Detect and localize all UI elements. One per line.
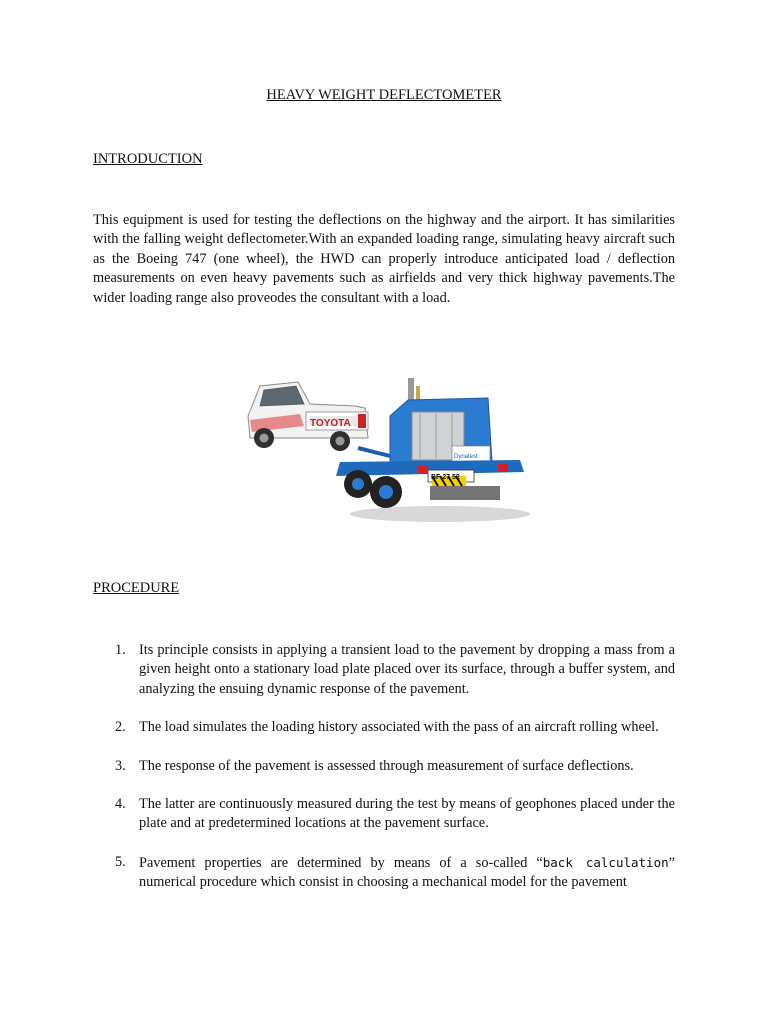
list-number: 2. bbox=[115, 719, 126, 736]
introduction-paragraph: This equipment is used for testing the deflections on the highway and the airport. It has similarities with the falling weight deflectometer.With an expanded loading range, simulating heavy aircraft such as the Boeing 747 (one wheel), the HWD can properly introduce anticipated load / deflection measurements on even heavy pavements such as airfields and very thick highway pavements.The wider loading range also proveodes the consultant with a load. bbox=[93, 212, 675, 306]
list-number: 3. bbox=[115, 757, 126, 774]
list-item bbox=[93, 795, 675, 834]
list-item bbox=[93, 853, 675, 893]
hwd-illustration bbox=[240, 376, 535, 531]
list-text-after: ” numerical procedure which consist in choosing a mechanical model for the pavement bbox=[139, 854, 675, 891]
list-text: Its principle consists in applying a transient load to the pavement by dropping a mass from a given height onto a stationary load plate placed over its surface, through a buffer system, and analyzing the ensuing dynamic response of the pavement. bbox=[139, 642, 675, 697]
plate-text: BF 27 52 bbox=[431, 474, 460, 481]
list-text-mono: back calculation bbox=[542, 854, 669, 870]
trailer-brand-text: Dynatest bbox=[454, 454, 478, 460]
list-item bbox=[93, 718, 675, 737]
list-number: 1. bbox=[115, 642, 126, 658]
truck-brand-text: TOYOTA bbox=[310, 418, 351, 429]
list-item bbox=[93, 757, 675, 776]
procedure-list bbox=[93, 641, 675, 912]
procedure-heading: PROCEDURE bbox=[93, 580, 180, 596]
list-text: The latter are continuously measured during the test by means of geophones placed under the plate and at predetermined locations at the pavement surface. bbox=[139, 796, 675, 832]
list-text: The load simulates the loading history associated with the pass of an aircraft rolling wheel. bbox=[139, 719, 659, 736]
list-number: 5. bbox=[115, 853, 126, 870]
list-text-before: Pavement properties are determined by means of a so-called “ bbox=[139, 854, 543, 871]
hwd-photo bbox=[240, 376, 535, 531]
pickup-truck bbox=[248, 382, 368, 451]
list-item bbox=[93, 641, 675, 699]
list-text: The response of the pavement is assessed through measurement of surface deflections. bbox=[139, 757, 634, 774]
list-number: 4. bbox=[115, 796, 126, 813]
page-title: HEAVY WEIGHT DEFLECTOMETER bbox=[266, 87, 502, 103]
hwd-trailer bbox=[336, 378, 524, 508]
introduction-heading: INTRODUCTION bbox=[93, 151, 203, 167]
